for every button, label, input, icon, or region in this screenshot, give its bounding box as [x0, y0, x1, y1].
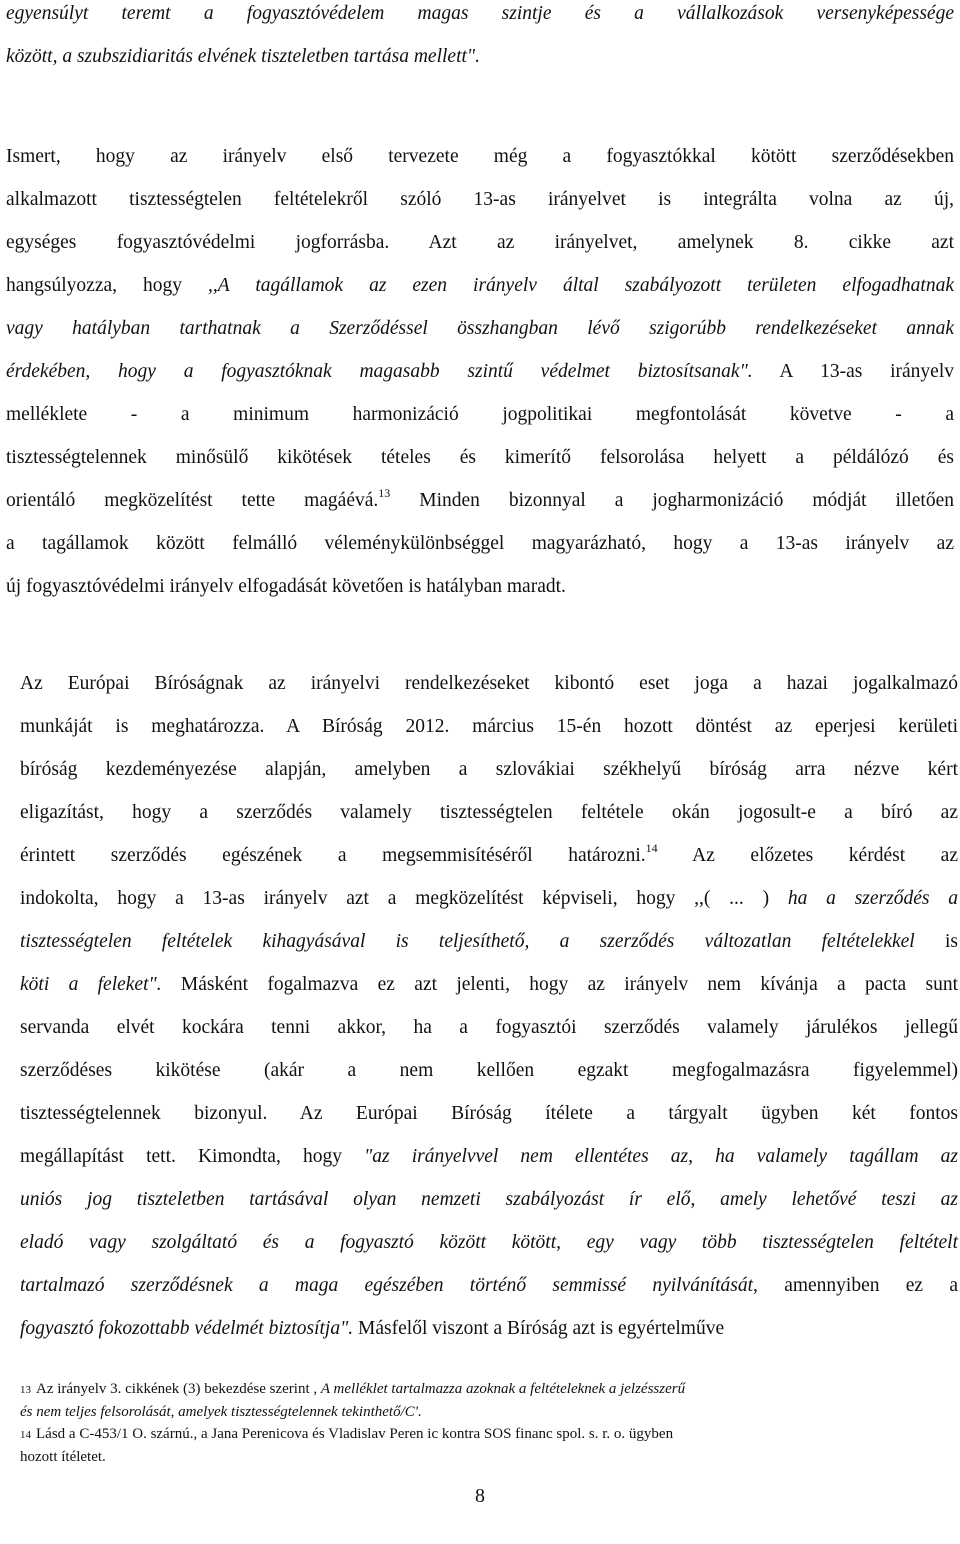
paragraph-3: [20, 662, 958, 1350]
text-run: megállapítást tett. Kimondta, hogy: [20, 1146, 365, 1167]
text-line: Ismert, hogy az irányelv első tervezete még a fogyasztókkal kötött szerződésekben: [6, 146, 954, 167]
quote-text: köti a feleket".: [20, 974, 162, 995]
footnote-number: 14: [20, 1429, 31, 1441]
text-line: Az Európai Bíróságnak az irányelvi rendelkezéseket kibontó eset joga a hazai jogalkalmazó: [20, 673, 958, 694]
paragraph-2: [6, 135, 954, 608]
footnote-14: [20, 1423, 940, 1446]
quote-text: tisztességtelen feltételek kihagyásával is teljesíthető, a szerződés változatlan feltételekkel: [20, 931, 915, 952]
footnote-13: [20, 1378, 940, 1401]
text-line: [20, 963, 958, 1006]
footnotes: [20, 1378, 940, 1468]
footnote-quote: és nem teljes felsorolását, amelyek tisztességtelennek tekinthető/C'.: [20, 1404, 422, 1420]
quote-text: tartalmazó szerződésnek a maga egészében történő semmissé nyilvánítását,: [20, 1275, 758, 1296]
text-run: hangsúlyozza, hogy: [6, 275, 183, 296]
text-line: [6, 350, 954, 393]
text-line: a tagállamok között felmálló véleménykülönbséggel magyarázható, hogy a 13-as irányelv az: [6, 533, 954, 554]
text-line: bíróság kezdeményezése alapján, amelyben a szlovákiai székhelyű bíróság arra nézve kért: [20, 759, 958, 780]
text-line: servanda elvét kockára tenni akkor, ha a fogyasztói szerződés valamely járulékos jellegű: [20, 1017, 958, 1038]
text-run: A 13-as irányelv: [752, 361, 954, 382]
quote-text: fogyasztó fokozottabb védelmét biztosítja".: [20, 1318, 354, 1339]
text-run: Minden bizonnyal a jogharmonizáció módját illetően: [390, 490, 954, 511]
text-line: új fogyasztóvédelmi irányelv elfogadását követően is hatályban maradt.: [6, 576, 566, 597]
quote-text: eladó vagy szolgáltató és a fogyasztó között kötött, egy vagy több tisztességtelen feltételt: [20, 1232, 958, 1253]
text-line: melléklete - a minimum harmonizáció jogpolitikai megfontolását követve - a: [6, 404, 954, 425]
text-line: munkáját is meghatározza. A Bíróság 2012. március 15-én hozott döntést az eperjesi kerületi: [20, 716, 958, 737]
text-line: [20, 920, 958, 963]
quote-text: ,,A tagállamok az ezen irányelv által szabályozott területen elfogadhatnak: [182, 275, 954, 296]
footnote-number: 13: [20, 1384, 31, 1396]
footnote-quote: A melléklet tartalmazza azoknak a feltételeknek a jelzésszerű: [320, 1381, 686, 1397]
text-line: [6, 479, 954, 522]
footnote-text: Lásd a C-453/1 O. szárnú., a Jana Perenicova és Vladislav Peren ic kontra SOS financ spol. s. r. o. ügyben: [36, 1426, 674, 1442]
text-run: Másfelől viszont a Bíróság azt is egyértelműve: [353, 1318, 725, 1339]
page-number: 8: [475, 1485, 485, 1507]
text-line: szerződéses kikötése (akár a nem kellően egzakt megfogalmazásra figyelemmel): [20, 1060, 958, 1081]
text-run: Az előzetes kérdést az: [657, 845, 958, 866]
text-line: [20, 1135, 958, 1178]
footnote-ref-14[interactable]: 14: [645, 841, 658, 855]
text-line: között, a szubszidiaritás elvének tiszteletben tartása mellett".: [6, 46, 480, 67]
text-line: egyensúlyt teremt a fogyasztóvédelem magas szintje és a vállalkozások versenyképessége: [6, 3, 954, 24]
text-line: [20, 1307, 958, 1350]
footnote-ref-13[interactable]: 13: [378, 486, 391, 500]
text-line: [20, 877, 958, 920]
quote-text: ha a szerződés a: [787, 888, 958, 909]
text-line: alkalmazott tisztességtelen feltételekről szóló 13-as irányelvet is integrálta volna az új,: [6, 189, 954, 210]
text-line: [20, 834, 958, 877]
paragraph-1: [6, 0, 954, 78]
text-line: eligazítást, hogy a szerződés valamely tisztességtelen feltétele okán jogosult-e a bíró az: [20, 802, 958, 823]
footnote-text: hozott ítéletet.: [20, 1449, 106, 1465]
quote-text: vagy hatályban tarthatnak a Szerződéssel összhangban lévő szigorúbb rendelkezéseket annak: [6, 318, 954, 339]
text-run: orientáló megközelítést tette magáévá.: [6, 490, 379, 511]
text-line: egységes fogyasztóvédelmi jogforrásba. Azt az irányelvet, amelynek 8. cikke azt: [6, 232, 954, 253]
text-line: tisztességtelennek minősülő kikötések tételes és kimerítő felsorolása helyett a példálózó és: [6, 447, 954, 468]
quote-text: érdekében, hogy a fogyasztóknak magasabb szintű védelmet biztosítsanak".: [6, 361, 753, 382]
text-run: Másként fogalmazva ez azt jelenti, hogy az irányelv nem kívánja a pacta sunt: [161, 974, 958, 995]
text-line: tisztességtelennek bizonyul. Az Európai Bíróság ítélete a tárgyalt ügyben két fontos: [20, 1103, 958, 1124]
text-line: [6, 264, 954, 307]
text-line: [20, 1264, 958, 1307]
text-run: is: [914, 931, 958, 952]
quote-text: uniós jog tiszteletben tartásával olyan nemzeti szabályozást ír elő, amely lehetővé teszi az: [20, 1189, 958, 1210]
text-run: érintett szerződés egészének a megsemmisítéséről határozni.: [20, 845, 646, 866]
quote-text: "az irányelvvel nem ellentétes az, ha valamely tagállam az: [364, 1146, 958, 1167]
footnote-text: Az irányelv 3. cikkének (3) bekezdése szerint ,: [36, 1381, 321, 1397]
text-run: indokolta, hogy a 13-as irányelv azt a megközelítést képviseli, hogy ,,( ... ): [20, 888, 788, 909]
text-run: amennyiben ez a: [757, 1275, 959, 1296]
